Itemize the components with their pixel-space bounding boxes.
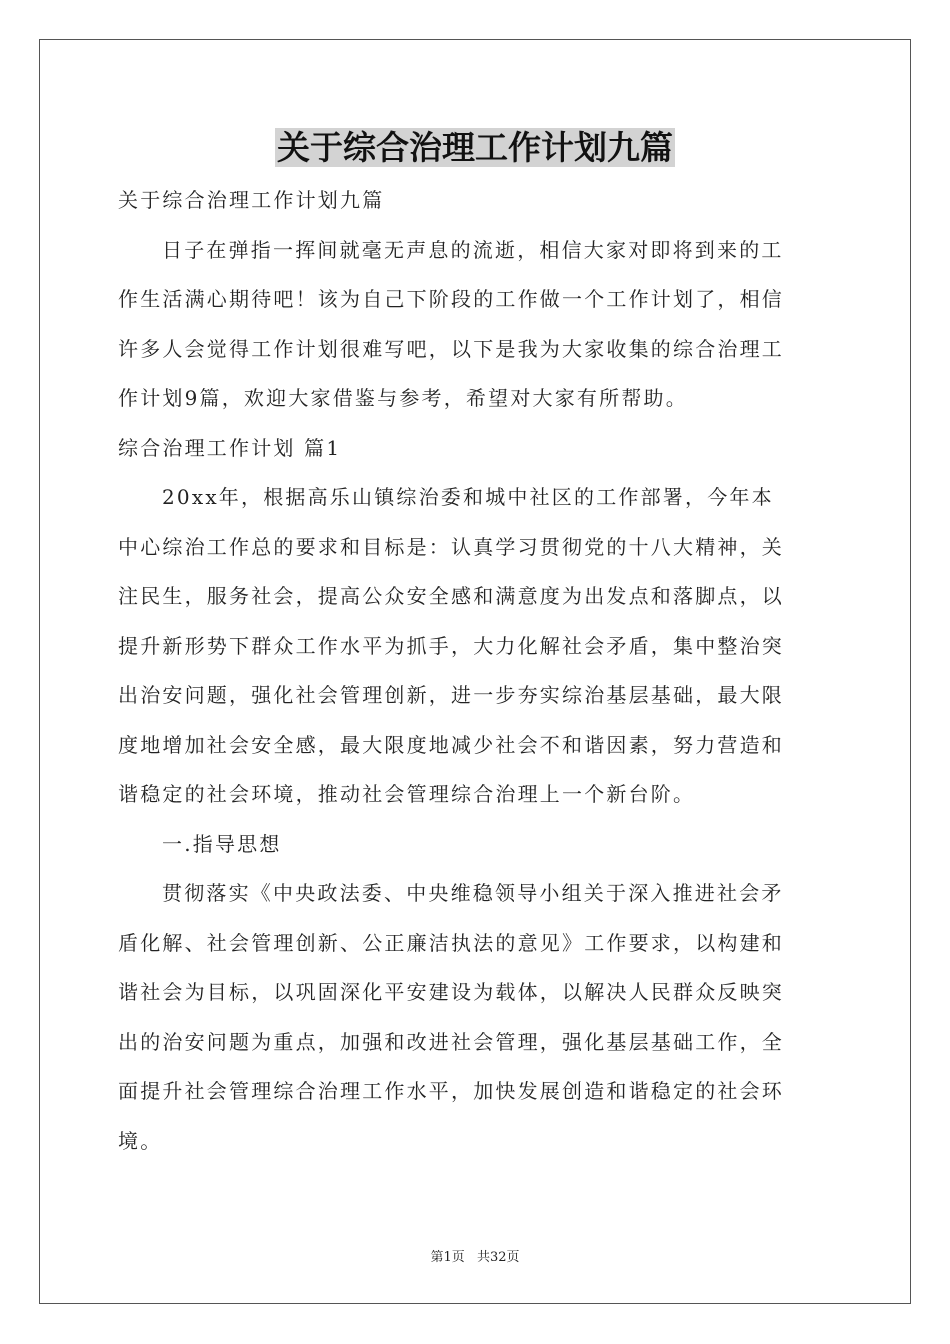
text-line: 谐社会为目标，以巩固深化平安建设为载体，以解决人民群众反映突: [118, 980, 784, 1004]
text-line: 境。: [118, 1128, 163, 1153]
text-line: 关于综合治理工作计划九篇: [118, 188, 385, 212]
text-line: 日子在弹指一挥间就毫无声息的流逝，相信大家对即将到来的工: [162, 237, 784, 262]
text-line: 一.指导思想: [162, 831, 282, 856]
text-line: 出的治安问题为重点，加强和改进社会管理，强化基层基础工作，全: [118, 1029, 784, 1054]
text-line: 综合治理工作计划 篇1: [118, 435, 342, 460]
text-line: 盾化解、社会管理创新、公正廉洁执法的意见》工作要求，以构建和: [118, 930, 784, 955]
document-title: [0, 124, 950, 172]
text-line: 贯彻落实《中央政法委、中央维稳领导小组关于深入推进社会矛: [162, 881, 784, 905]
page-number: 第1页: [430, 1250, 465, 1265]
text-line: 作生活满心期待吧！该为自己下阶段的工作做一个工作计划了，相信: [118, 287, 784, 311]
text-line: 谐稳定的社会环境，推动社会管理综合治理上一个新台阶。: [118, 782, 696, 806]
text-line: 中心综治工作总的要求和目标是：认真学习贯彻党的十八大精神，关: [118, 534, 784, 559]
text-line: 注民生，服务社会，提高公众安全感和满意度为出发点和落脚点，以: [118, 584, 784, 608]
text-line: 作计划9篇，欢迎大家借鉴与参考，希望对大家有所帮助。: [118, 386, 688, 410]
text-line: 提升新形势下群众工作水平为抓手，大力化解社会矛盾，集中整治突: [118, 633, 784, 658]
text-line: 面提升社会管理综合治理工作水平，加快发展创造和谐稳定的社会环: [118, 1079, 784, 1103]
page-footer: [0, 1246, 950, 1265]
text-line: 20xx年，根据高乐山镇综治委和城中社区的工作部署，今年本: [162, 485, 774, 509]
text-line: 度地增加社会安全感，最大限度地减少社会不和谐因素，努力营造和: [118, 732, 784, 757]
document-title-text: 关于综合治理工作计划九篇: [277, 128, 673, 167]
text-line: 出治安问题，强化社会管理创新，进一步夯实综治基层基础，最大限: [118, 683, 784, 707]
page-total: 共32页: [476, 1250, 520, 1265]
document-body: [118, 176, 832, 1166]
text-line: 许多人会觉得工作计划很难写吧，以下是我为大家收集的综合治理工: [118, 336, 784, 361]
